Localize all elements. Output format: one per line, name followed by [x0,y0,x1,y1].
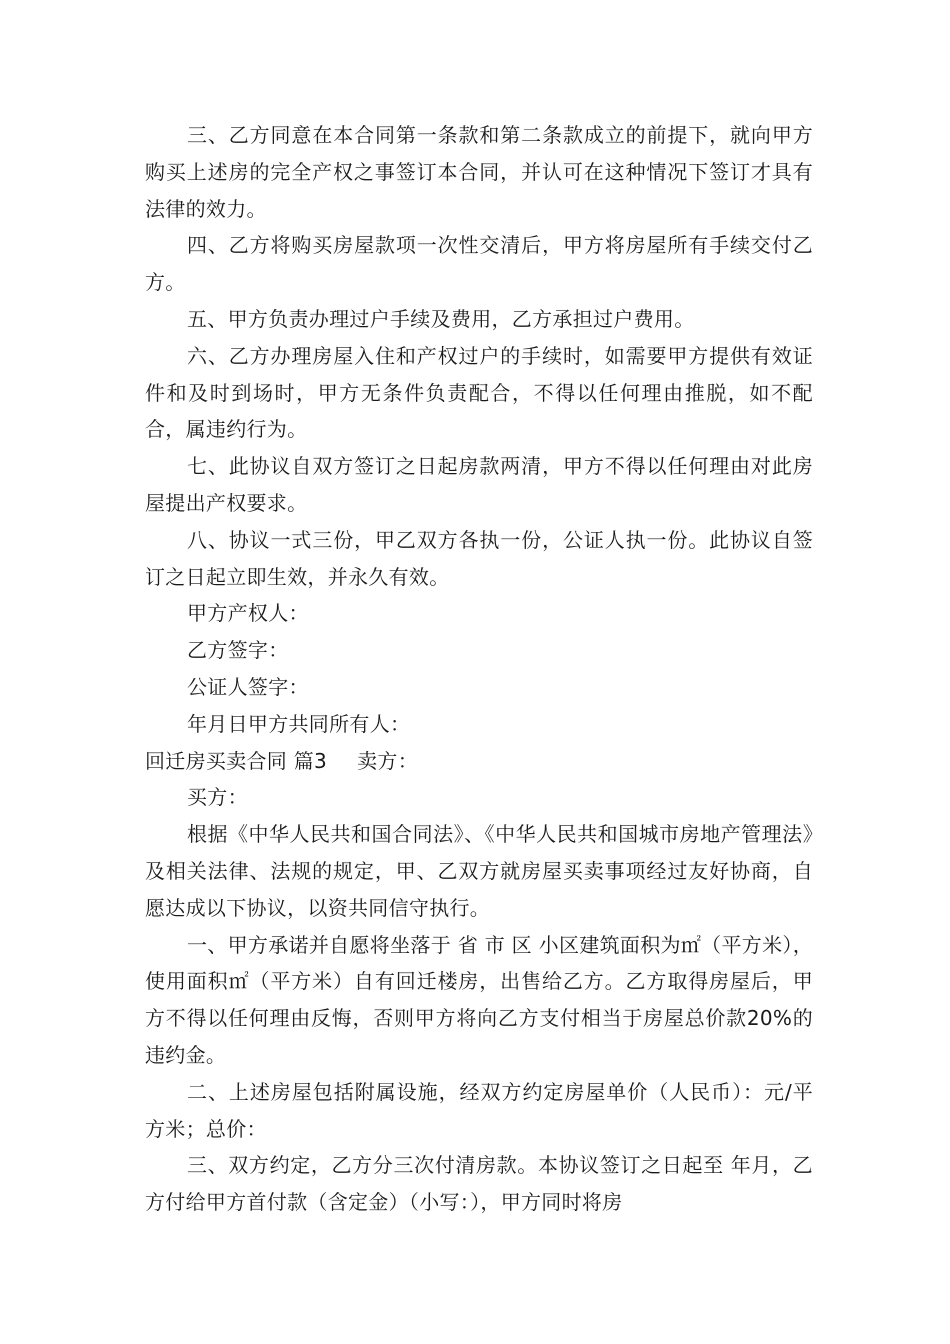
article-2-price: 二、上述房屋包括附属设施，经双方约定房屋单价（人民币）：元/平方米；总价： [145,1079,813,1141]
clause-8-copies: 八、协议一式三份，甲乙双方各执一份，公证人执一份。此协议自签订之日起立即生效，并永久有效。 [145,527,813,589]
article-3-installments: 三、双方约定，乙方分三次付清房款。本协议签订之日起至 年月，乙方付给甲方首付款（含定金）（小写：），甲方同时将房 [145,1153,813,1215]
buyer-label: 买方： [187,785,248,810]
signature-buyer: 乙方签字： [187,638,289,663]
clause-3-consent: 三、乙方同意在本合同第一条款和第二条款成立的前提下，就向甲方购买上述房的完全产权之事签订本合同，并认可在这种情况下签订才具有法律的效力。 [145,123,813,221]
clause-6-cooperation: 六、乙方办理房屋入住和产权过户的手续时，如需要甲方提供有效证件和及时到场时，甲方无条件负责配合，不得以任何理由推脱，如不配合，属违约行为。 [145,343,813,442]
section-title: 回迁房买卖合同 篇3 [145,748,328,773]
signature-owner: 甲方产权人： [187,601,309,626]
clause-5-transfer-fees: 五、甲方负责办理过户手续及费用，乙方承担过户费用。 [187,306,695,331]
section-heading [145,743,813,780]
contract-body [145,117,813,1221]
clause-7-settlement: 七、此协议自双方签订之日起房款两清，甲方不得以任何理由对此房屋提出产权要求。 [145,454,813,515]
signature-notary: 公证人签字： [187,674,309,699]
seller-label: 卖方： [357,748,418,773]
clause-4-payment: 四、乙方将购买房屋款项一次性交清后，甲方将房屋所有手续交付乙方。 [145,233,813,295]
article-1-property: 一、甲方承诺并自愿将坐落于 省 市 区 小区建筑面积为㎡（平方米），使用面积㎡（平方米）自有回迁楼房，出售给乙方。乙方取得房屋后，甲方不得以任何理由反悔，否则甲方将向乙方支付相当于房屋总价款20%的违约金。 [145,932,813,1067]
signature-date-co-owner: 年月日甲方共同所有人： [187,711,411,736]
preamble: 根据《中华人民共和国合同法》、《中华人民共和国城市房地产管理法》及相关法律、法规的规定，甲、乙双方就房屋买卖事项经过友好协商，自愿达成以下协议，以资共同信守执行。 [145,822,813,920]
